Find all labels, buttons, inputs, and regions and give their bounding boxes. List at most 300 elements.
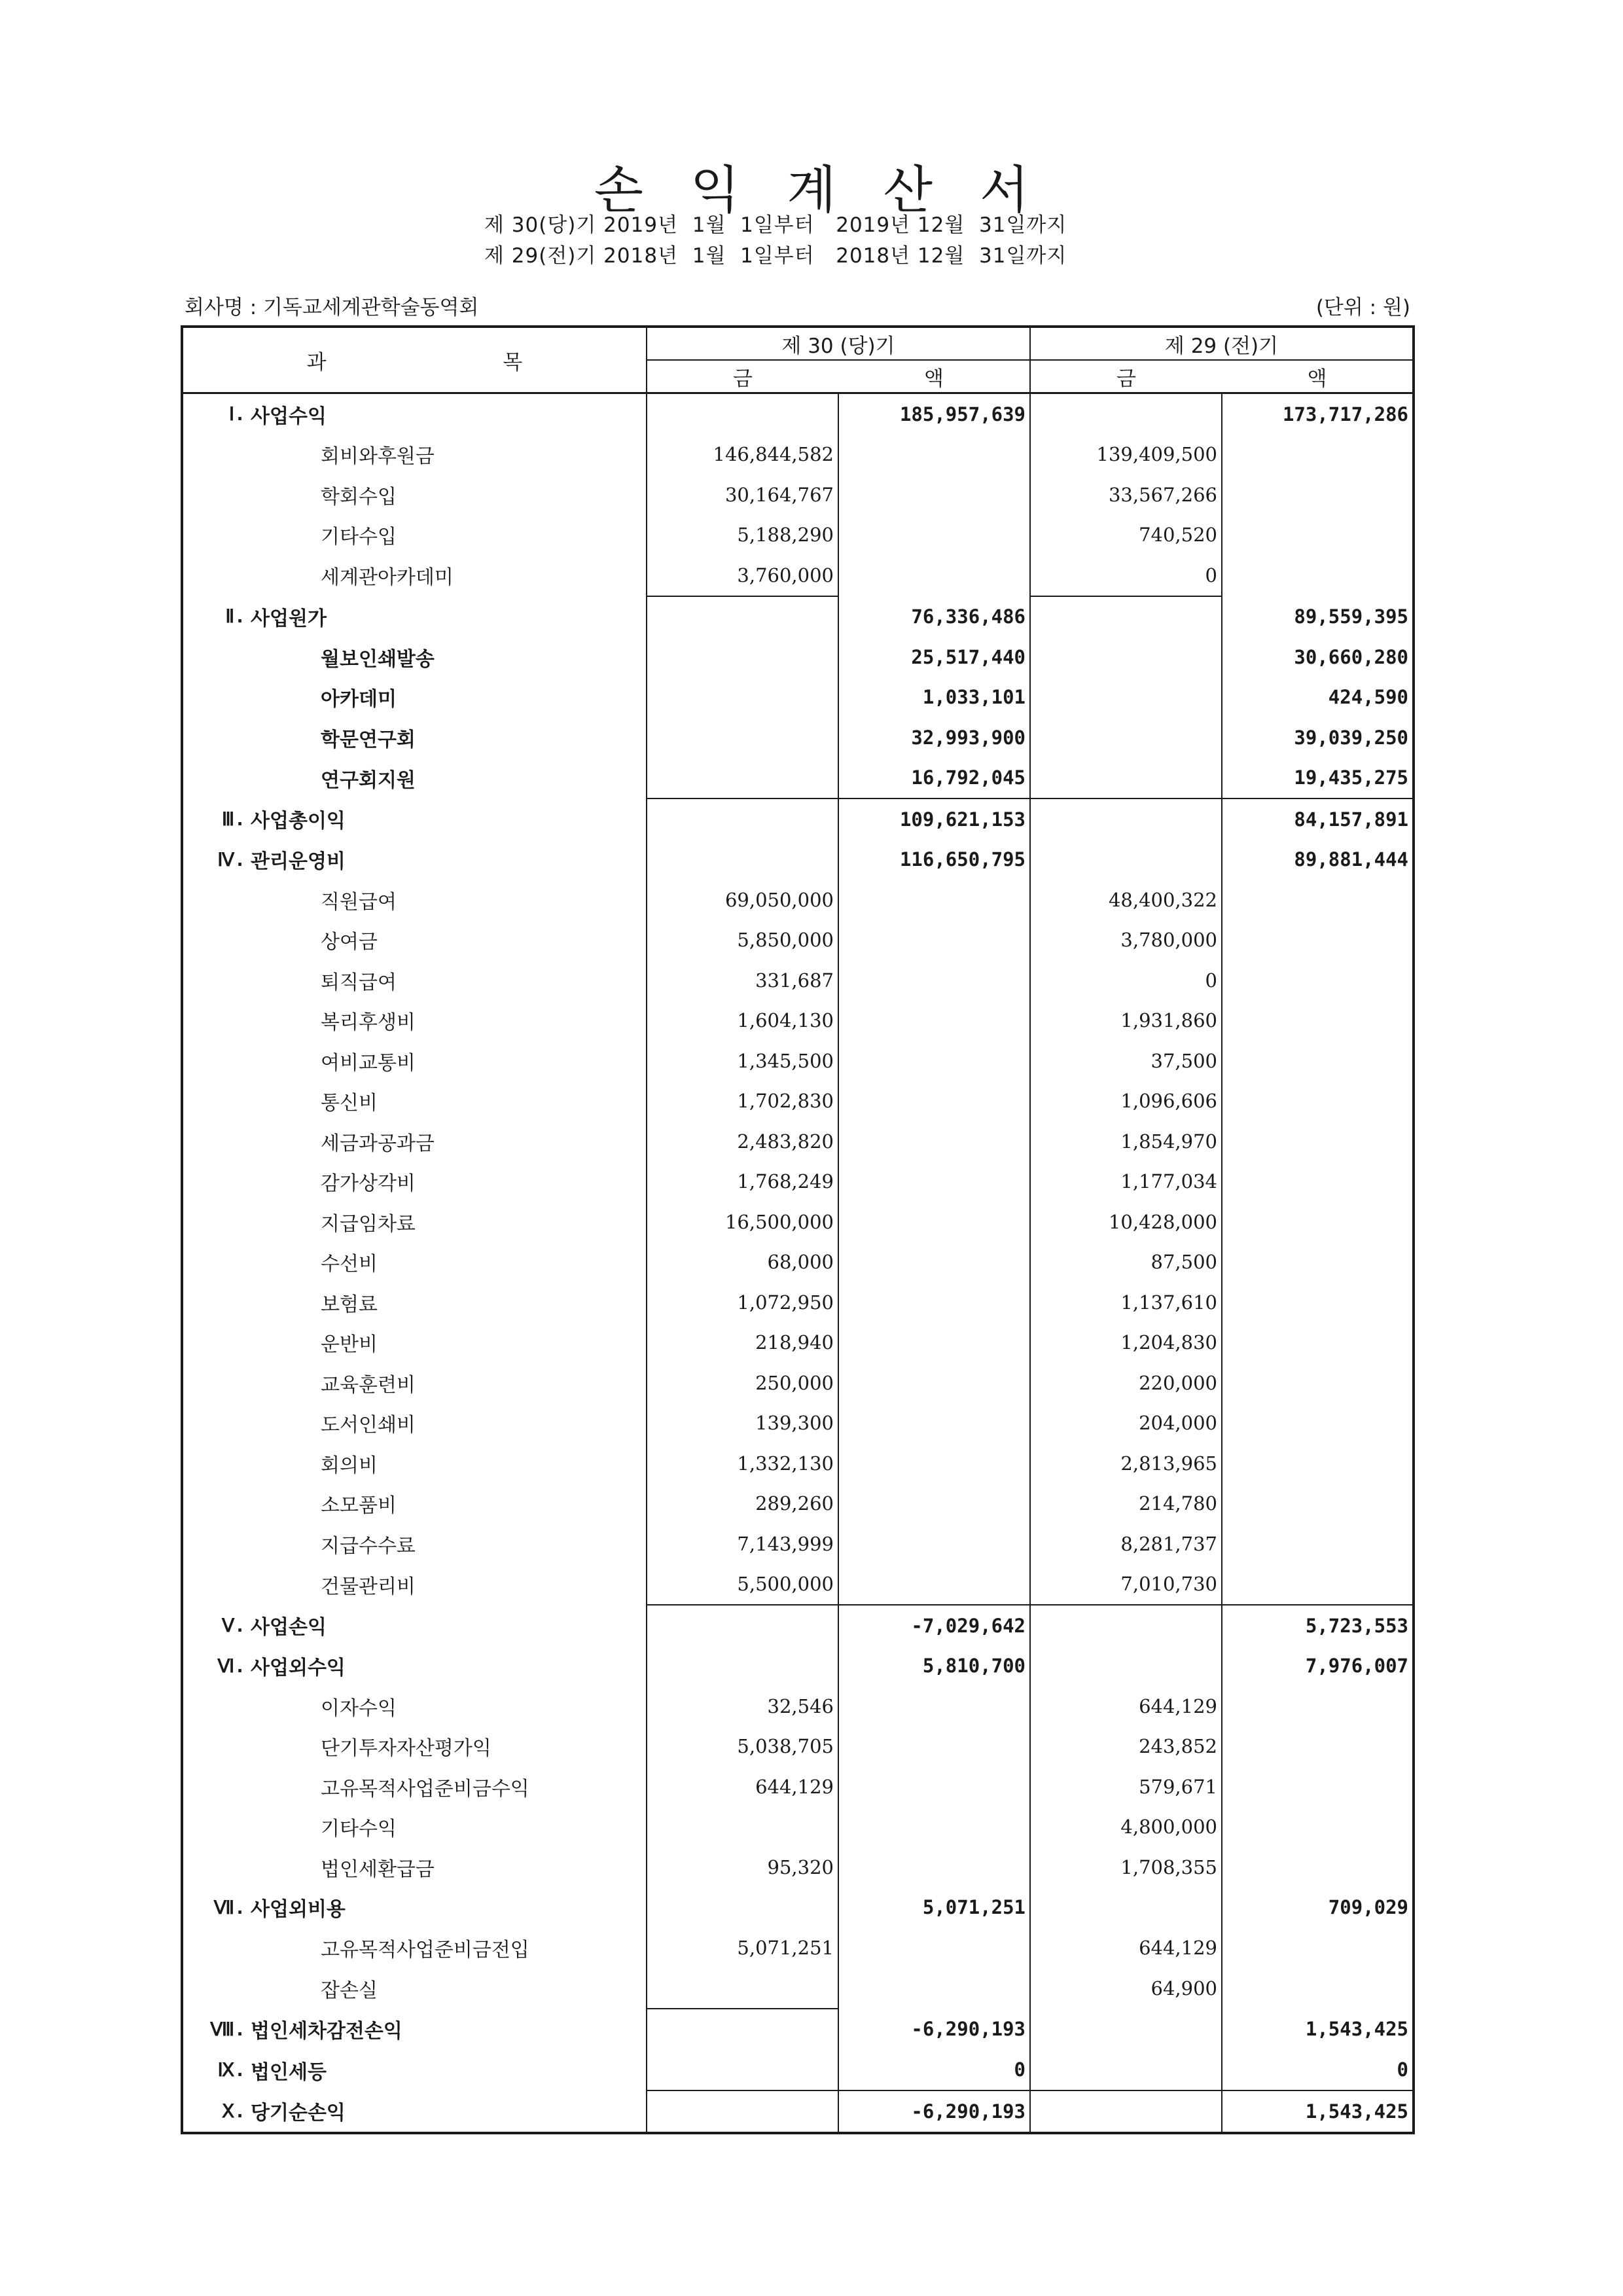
account-name: 고유목적사업준비금전입	[321, 1938, 529, 1962]
amount-cell	[838, 1001, 1030, 1041]
amount-cell	[1222, 475, 1414, 515]
amount-cell	[838, 1727, 1030, 1767]
amount-cell: 25,517,440	[838, 637, 1030, 677]
account-label	[182, 1686, 647, 1727]
amount-cell	[838, 880, 1030, 920]
table-row	[182, 1968, 1414, 2009]
amount-cell	[647, 596, 838, 637]
amount-cell	[1030, 677, 1222, 718]
account-name: 이자수익	[321, 1696, 397, 1720]
account-name: 고유목적사업준비금수익	[321, 1777, 529, 1801]
section-number: Ⅳ.	[217, 848, 245, 870]
amount-cell: 218,940	[647, 1323, 838, 1363]
amount-cell	[1222, 1242, 1414, 1283]
amount-cell	[1222, 1928, 1414, 1968]
amount-cell: 1,702,830	[647, 1081, 838, 1122]
account-label	[182, 758, 647, 799]
amount-cell: 3,780,000	[1030, 920, 1222, 961]
amount-cell: 1,543,425	[1222, 2009, 1414, 2050]
amount-cell	[1222, 1121, 1414, 1162]
amount-cell: 68,000	[647, 1242, 838, 1283]
account-label	[182, 393, 647, 435]
account-label	[182, 1888, 647, 1928]
table-row	[182, 475, 1414, 515]
amount-cell: 243,852	[1030, 1727, 1222, 1767]
amount-cell: 48,400,322	[1030, 880, 1222, 920]
amount-cell: 5,071,251	[838, 1888, 1030, 1928]
amount-cell	[838, 1162, 1030, 1202]
table-row	[182, 1727, 1414, 1767]
header-amount-right: 액	[1222, 360, 1414, 393]
amount-cell: 32,546	[647, 1686, 838, 1727]
account-label	[182, 1282, 647, 1323]
table-row	[182, 1121, 1414, 1162]
account-label	[182, 717, 647, 758]
amount-cell: 109,621,153	[838, 798, 1030, 840]
amount-cell	[647, 2090, 838, 2133]
account-name: 운반비	[321, 1333, 378, 1357]
account-name: 사업수익	[251, 404, 327, 428]
amount-cell: 16,500,000	[647, 1202, 838, 1242]
amount-cell: 30,660,280	[1222, 637, 1414, 677]
amount-cell: 8,281,737	[1030, 1524, 1222, 1564]
table-row	[182, 1686, 1414, 1727]
statement-rows	[182, 393, 1414, 2133]
account-label	[182, 1968, 647, 2009]
account-name: 직원급여	[321, 890, 397, 914]
account-label	[182, 1121, 647, 1162]
amount-cell: 709,029	[1222, 1888, 1414, 1928]
amount-cell: 16,792,045	[838, 758, 1030, 799]
document-title: 손익계산서	[594, 161, 1077, 220]
amount-cell	[1222, 1041, 1414, 1081]
amount-cell	[1222, 960, 1414, 1001]
amount-cell	[1222, 1524, 1414, 1564]
amount-cell	[1030, 2050, 1222, 2091]
amount-cell	[838, 555, 1030, 596]
amount-cell	[1030, 1605, 1222, 1646]
section-number: Ⅵ.	[217, 1655, 245, 1677]
amount-cell: 5,723,553	[1222, 1605, 1414, 1646]
amount-cell: 424,590	[1222, 677, 1414, 718]
account-name: 퇴직급여	[321, 971, 397, 994]
account-label	[182, 1484, 647, 1524]
amount-cell: 0	[1030, 960, 1222, 1001]
table-row	[182, 1888, 1414, 1928]
account-label	[182, 1767, 647, 1807]
amount-cell: 19,435,275	[1222, 758, 1414, 799]
amount-cell	[1222, 880, 1414, 920]
amount-cell	[647, 677, 838, 718]
amount-cell	[1222, 435, 1414, 475]
account-name: 건물관리비	[321, 1575, 416, 1598]
amount-cell: 204,000	[1030, 1403, 1222, 1444]
amount-cell: -6,290,193	[838, 2090, 1030, 2133]
amount-cell	[838, 1807, 1030, 1848]
table-row	[182, 1323, 1414, 1363]
header-current-period: 제 30 (당)기	[647, 327, 1030, 360]
amount-cell: 1,854,970	[1030, 1121, 1222, 1162]
table-row	[182, 798, 1414, 840]
amount-cell	[647, 1646, 838, 1687]
amount-cell	[838, 1564, 1030, 1605]
amount-cell	[838, 475, 1030, 515]
amount-cell: 30,164,767	[647, 475, 838, 515]
amount-cell: 87,500	[1030, 1242, 1222, 1283]
account-name: 보험료	[321, 1293, 378, 1316]
table-row	[182, 1443, 1414, 1484]
account-name: 회비와후원금	[321, 445, 435, 469]
amount-cell	[647, 1605, 838, 1646]
table-row	[182, 1403, 1414, 1444]
table-row	[182, 1363, 1414, 1403]
amount-cell	[1222, 920, 1414, 961]
table-row	[182, 2090, 1414, 2133]
amount-cell: 89,881,444	[1222, 840, 1414, 880]
amount-cell	[1222, 1727, 1414, 1767]
header-prior-period: 제 29 (전)기	[1030, 327, 1414, 360]
account-name: 기타수익	[321, 1818, 397, 1841]
amount-cell	[647, 637, 838, 677]
amount-cell: -7,029,642	[838, 1605, 1030, 1646]
amount-cell: 5,500,000	[647, 1564, 838, 1605]
account-name: 여비교통비	[321, 1051, 416, 1075]
amount-cell	[647, 840, 838, 880]
account-label	[182, 1646, 647, 1687]
amount-cell: 289,260	[647, 1484, 838, 1524]
table-row	[182, 2050, 1414, 2091]
amount-cell	[1222, 1484, 1414, 1524]
account-name: 사업원가	[251, 607, 327, 630]
amount-cell	[1222, 1403, 1414, 1444]
amount-cell: 644,129	[647, 1767, 838, 1807]
amount-cell	[647, 2009, 838, 2050]
account-label	[182, 1202, 647, 1242]
amount-cell: 579,671	[1030, 1767, 1222, 1807]
amount-cell: 0	[838, 2050, 1030, 2091]
account-label	[182, 840, 647, 880]
account-label	[182, 1727, 647, 1767]
amount-cell	[838, 1524, 1030, 1564]
amount-cell: 220,000	[1030, 1363, 1222, 1403]
amount-cell	[838, 1484, 1030, 1524]
account-name: 복리후생비	[321, 1011, 416, 1035]
section-number: Ⅸ.	[217, 2059, 245, 2081]
amount-cell: 4,800,000	[1030, 1807, 1222, 1848]
amount-cell: 7,976,007	[1222, 1646, 1414, 1687]
account-label	[182, 1524, 647, 1564]
table-row	[182, 1282, 1414, 1323]
table-row	[182, 393, 1414, 435]
amount-cell: 7,143,999	[647, 1524, 838, 1564]
account-name: 법인세환급금	[321, 1857, 435, 1881]
account-label	[182, 2090, 647, 2133]
amount-cell	[1222, 1847, 1414, 1888]
amount-cell	[1222, 1767, 1414, 1807]
account-label	[182, 2050, 647, 2091]
amount-cell: 2,813,965	[1030, 1443, 1222, 1484]
table-row	[182, 758, 1414, 799]
amount-cell: 644,129	[1030, 1928, 1222, 1968]
amount-cell: 1,177,034	[1030, 1162, 1222, 1202]
account-label	[182, 1847, 647, 1888]
account-name: 월보인쇄발송	[321, 647, 435, 671]
amount-cell: -6,290,193	[838, 2009, 1030, 2050]
account-name: 관리운영비	[251, 850, 346, 874]
amount-cell	[838, 960, 1030, 1001]
amount-cell: 84,157,891	[1222, 798, 1414, 840]
amount-cell: 1,543,425	[1222, 2090, 1414, 2133]
account-name: 사업총이익	[251, 810, 346, 833]
amount-cell: 116,650,795	[838, 840, 1030, 880]
amount-cell: 0	[1030, 555, 1222, 596]
amount-cell	[1030, 393, 1222, 435]
amount-cell	[1222, 1807, 1414, 1848]
amount-cell	[1030, 1646, 1222, 1687]
amount-cell: 1,931,860	[1030, 1001, 1222, 1041]
amount-cell: 69,050,000	[647, 880, 838, 920]
amount-cell: 1,072,950	[647, 1282, 838, 1323]
account-name: 잡손실	[321, 1979, 378, 2002]
amount-cell	[1222, 1363, 1414, 1403]
table-row	[182, 1162, 1414, 1202]
amount-cell: 331,687	[647, 960, 838, 1001]
amount-cell: 5,038,705	[647, 1727, 838, 1767]
amount-cell	[838, 1202, 1030, 1242]
table-row	[182, 1564, 1414, 1605]
amount-cell	[1030, 2090, 1222, 2133]
amount-cell	[1030, 596, 1222, 637]
amount-cell	[1030, 798, 1222, 840]
account-name: 통신비	[321, 1092, 378, 1115]
amount-cell: 5,071,251	[647, 1928, 838, 1968]
account-label	[182, 596, 647, 637]
table-row	[182, 2009, 1414, 2050]
account-label	[182, 435, 647, 475]
amount-cell	[838, 1767, 1030, 1807]
header-amount-left: 금	[647, 360, 838, 393]
section-number: Ⅰ.	[228, 403, 245, 425]
account-label	[182, 1323, 647, 1363]
account-name: 사업외비용	[251, 1898, 346, 1922]
table-row	[182, 1605, 1414, 1646]
amount-cell: 3,760,000	[647, 555, 838, 596]
table-row	[182, 1041, 1414, 1081]
amount-cell	[838, 1323, 1030, 1363]
amount-cell	[1222, 1202, 1414, 1242]
amount-cell	[838, 1282, 1030, 1323]
account-name: 기타수입	[321, 526, 397, 549]
header-amount-left: 금	[1030, 360, 1222, 393]
account-label	[182, 1443, 647, 1484]
amount-cell	[838, 1121, 1030, 1162]
account-label	[182, 1928, 647, 1968]
amount-cell: 250,000	[647, 1363, 838, 1403]
table-row	[182, 1242, 1414, 1283]
amount-cell: 1,204,830	[1030, 1323, 1222, 1363]
amount-cell	[838, 1847, 1030, 1888]
amount-cell: 5,810,700	[838, 1646, 1030, 1687]
amount-cell	[838, 1443, 1030, 1484]
amount-cell	[647, 1807, 838, 1848]
amount-cell	[838, 1686, 1030, 1727]
amount-cell	[1222, 1001, 1414, 1041]
table-row	[182, 1847, 1414, 1888]
amount-cell	[1030, 717, 1222, 758]
amount-cell	[1222, 1443, 1414, 1484]
section-number: Ⅷ.	[210, 2018, 245, 2040]
amount-cell	[1222, 1081, 1414, 1122]
table-row	[182, 960, 1414, 1001]
account-label	[182, 1564, 647, 1605]
amount-cell: 0	[1222, 2050, 1414, 2091]
account-name: 세금과공과금	[321, 1132, 435, 1155]
section-number: Ⅶ.	[213, 1896, 245, 1918]
table-row	[182, 1202, 1414, 1242]
table-row	[182, 1646, 1414, 1687]
account-label	[182, 475, 647, 515]
amount-cell: 10,428,000	[1030, 1202, 1222, 1242]
section-number: Ⅱ.	[225, 605, 245, 628]
table-row	[182, 1001, 1414, 1041]
account-label	[182, 1403, 647, 1444]
amount-cell: 39,039,250	[1222, 717, 1414, 758]
amount-cell: 37,500	[1030, 1041, 1222, 1081]
account-name: 학문연구회	[321, 728, 416, 751]
amount-cell: 1,137,610	[1030, 1282, 1222, 1323]
account-name: 당기순손익	[251, 2102, 346, 2125]
amount-cell	[647, 1888, 838, 1928]
account-label	[182, 515, 647, 556]
account-label	[182, 677, 647, 718]
amount-cell: 1,708,355	[1030, 1847, 1222, 1888]
amount-cell: 644,129	[1030, 1686, 1222, 1727]
account-name: 사업외수익	[251, 1657, 346, 1680]
amount-cell	[1030, 758, 1222, 799]
account-name: 단기투자자산평가익	[321, 1737, 491, 1761]
income-statement-table	[181, 325, 1415, 2134]
account-name: 지급임차료	[321, 1212, 416, 1236]
table-row	[182, 596, 1414, 637]
amount-cell: 1,332,130	[647, 1443, 838, 1484]
section-number: Ⅹ.	[221, 2100, 245, 2122]
account-label	[182, 920, 647, 961]
amount-cell	[838, 1242, 1030, 1283]
account-label	[182, 798, 647, 840]
amount-cell	[838, 1081, 1030, 1122]
amount-cell: 740,520	[1030, 515, 1222, 556]
table-row	[182, 1807, 1414, 1848]
amount-cell: 5,850,000	[647, 920, 838, 961]
amount-cell	[1222, 1968, 1414, 2009]
account-label	[182, 1001, 647, 1041]
amount-cell: 139,409,500	[1030, 435, 1222, 475]
period-current: 제 30(당)기 2019년 1월 1일부터 2019년 12월 31일까지	[484, 213, 1067, 237]
table-row	[182, 880, 1414, 920]
table-row	[182, 1767, 1414, 1807]
account-name: 회의비	[321, 1454, 378, 1477]
table-row	[182, 1928, 1414, 1968]
account-label	[182, 1605, 647, 1646]
amount-cell	[1030, 1888, 1222, 1928]
amount-cell	[838, 1403, 1030, 1444]
table-row	[182, 1484, 1414, 1524]
account-name: 지급수수료	[321, 1534, 416, 1558]
amount-cell	[1222, 555, 1414, 596]
account-label	[182, 960, 647, 1001]
amount-cell: 76,336,486	[838, 596, 1030, 637]
company-name: 회사명 : 기독교세계관학술동역회	[185, 296, 479, 319]
account-label	[182, 1081, 647, 1122]
account-name: 연구회지원	[321, 768, 416, 792]
table-row	[182, 435, 1414, 475]
account-label	[182, 1162, 647, 1202]
account-label	[182, 1363, 647, 1403]
amount-cell	[1222, 1564, 1414, 1605]
account-label	[182, 555, 647, 596]
amount-cell: 95,320	[647, 1847, 838, 1888]
amount-cell: 146,844,582	[647, 435, 838, 475]
table-row	[182, 717, 1414, 758]
amount-cell: 185,957,639	[838, 393, 1030, 435]
amount-cell	[838, 435, 1030, 475]
header-amount-right: 액	[838, 360, 1030, 393]
account-name: 법인세등	[251, 2060, 327, 2084]
account-label	[182, 1041, 647, 1081]
account-name: 도서인쇄비	[321, 1414, 416, 1437]
amount-cell: 173,717,286	[1222, 393, 1414, 435]
amount-cell	[838, 515, 1030, 556]
amount-cell	[1222, 1162, 1414, 1202]
unit-label: (단위 : 원)	[1315, 296, 1410, 319]
header-account: 과 목	[182, 327, 647, 393]
account-name: 교육훈련비	[321, 1373, 416, 1397]
amount-cell	[1030, 637, 1222, 677]
amount-cell	[1030, 840, 1222, 880]
amount-cell: 1,345,500	[647, 1041, 838, 1081]
table-row	[182, 1081, 1414, 1122]
amount-cell	[1222, 1282, 1414, 1323]
amount-cell	[647, 2050, 838, 2091]
amount-cell	[838, 1968, 1030, 2009]
account-label	[182, 2009, 647, 2050]
amount-cell: 1,604,130	[647, 1001, 838, 1041]
table-row	[182, 1524, 1414, 1564]
amount-cell: 89,559,395	[1222, 596, 1414, 637]
amount-cell	[1222, 1686, 1414, 1727]
account-name: 아카데미	[321, 688, 397, 711]
account-label	[182, 880, 647, 920]
amount-cell: 32,993,900	[838, 717, 1030, 758]
amount-cell	[1222, 515, 1414, 556]
account-name: 세계관아카데미	[321, 566, 454, 590]
period-prior: 제 29(전)기 2018년 1월 1일부터 2018년 12월 31일까지	[484, 244, 1067, 268]
amount-cell	[838, 1041, 1030, 1081]
account-label	[182, 637, 647, 677]
amount-cell: 1,033,101	[838, 677, 1030, 718]
section-number: Ⅴ.	[221, 1614, 245, 1636]
amount-cell: 214,780	[1030, 1484, 1222, 1524]
amount-cell	[838, 920, 1030, 961]
amount-cell	[647, 758, 838, 799]
amount-cell: 2,483,820	[647, 1121, 838, 1162]
amount-cell: 5,188,290	[647, 515, 838, 556]
amount-cell: 139,300	[647, 1403, 838, 1444]
table-row	[182, 515, 1414, 556]
amount-cell	[838, 1363, 1030, 1403]
table-row	[182, 920, 1414, 961]
table-row	[182, 840, 1414, 880]
